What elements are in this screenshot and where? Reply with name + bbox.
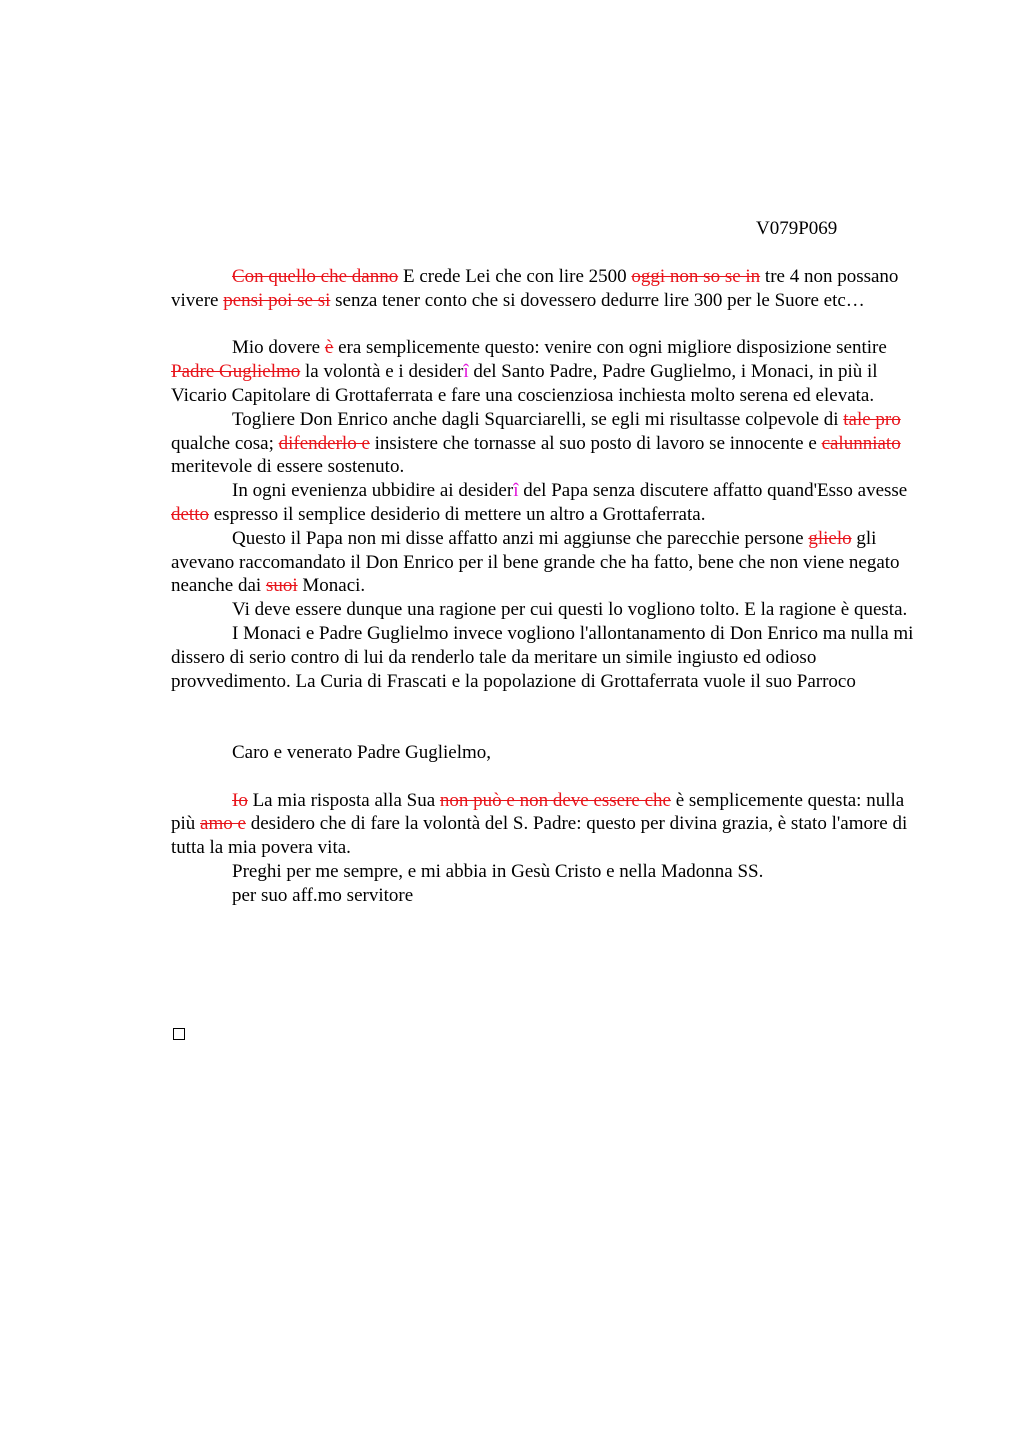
paragraph-6 [171, 598, 931, 622]
text-run: espresso il semplice desiderio di mettere un altro a Grottaferrata. [209, 503, 706, 525]
text-run: meritevole di essere sostenuto. [171, 456, 405, 478]
letter-closing-2 [171, 884, 931, 908]
text-run: la volontà e i desider [300, 361, 464, 383]
paragraph-spacer [171, 313, 931, 337]
paragraph-3 [171, 408, 931, 479]
page-identifier: V079P069 [756, 218, 838, 239]
deleted-text: oggi non so se in [631, 266, 761, 287]
text-run: Mio dovere [232, 337, 325, 359]
paragraph-5 [171, 527, 931, 598]
deleted-text: Io [232, 789, 248, 811]
text-run: gli avevano raccomandato il Don Enrico per il bene grande che ha fatto, bene che non viene negato neanche dai [171, 527, 900, 597]
closing-text: per suo aff.mo servitore [232, 884, 414, 906]
text-run: Togliere Don Enrico anche dagli Squarciarelli, se egli mi risultasse colpevole di [232, 408, 844, 430]
deleted-text: glielo [808, 527, 852, 549]
text-run: del Papa senza discutere affatto quand'Esso avesse [518, 480, 908, 502]
letter-salutation [171, 741, 931, 765]
deleted-text: non può e non deve essere che [439, 789, 671, 811]
section-spacer [171, 693, 931, 741]
deleted-text: Con quello che danno [232, 266, 399, 287]
deleted-text: detto [171, 503, 209, 525]
text-run: E crede Lei che con lire 2500 [398, 266, 632, 287]
inserted-text: î [513, 480, 519, 502]
salutation-text: Caro e venerato Padre Guglielmo, [232, 741, 492, 763]
text-run: Monaci. [297, 575, 366, 597]
paragraph-2 [171, 336, 931, 407]
paragraph-1 [171, 265, 931, 313]
inserted-text: î [463, 361, 469, 383]
text-run: del Santo Padre, Padre Guglielmo, i Monaci, in più il Vicario Capitolare di Grottaferrata e fare una coscienziosa inchiesta molto serena ed elevata. [171, 361, 878, 406]
paragraph-4 [171, 479, 931, 527]
text-run: senza tener conto che si dovessero dedurre lire 300 per le Suore etc… [330, 289, 865, 311]
letter-closing-1 [171, 860, 931, 884]
deleted-text: Padre Guglielmo [171, 361, 301, 383]
square-box-icon [173, 1028, 185, 1040]
deleted-text: difenderlo e [278, 432, 370, 454]
text-run: desidero che di fare la volontà del S. Padre: questo per divina grazia, è stato l'amore di tutta la mia povera vita. [171, 813, 908, 859]
deleted-text: calunniato [821, 432, 901, 454]
text-run: insistere che tornasse al suo posto di lavoro se innocente e [369, 432, 822, 454]
deleted-text: tale pro [843, 408, 901, 430]
text-run: I Monaci e Padre Guglielmo invece vogliono l'allontanamento di Don Enrico ma nulla mi dissero di serio contro di lui da renderlo tale da meritare un simile ingiusto ed odioso provvedimento. La Curia di Frascati e la popolazione di Grottaferrata vuole il suo Parroco [171, 622, 914, 692]
deleted-text: pensi poi se si [223, 289, 331, 311]
deleted-text: suoi [265, 575, 298, 597]
closing-text: Preghi per me sempre, e mi abbia in Gesù Cristo e nella Madonna SS. [232, 860, 764, 882]
text-run: qualche cosa; [171, 432, 279, 454]
deleted-text: amo e [200, 813, 246, 835]
text-run: tre 4 non possano vivere [171, 266, 899, 311]
paragraph-7 [171, 622, 931, 693]
document-body [171, 265, 931, 908]
text-run: In ogni evenienza ubbidire ai desider [232, 480, 514, 502]
letter-paragraph-1 [171, 789, 931, 860]
text-run: Vi deve essere dunque una ragione per cui questi lo vogliono tolto. E la ragione è questa. [232, 599, 908, 621]
text-run: era semplicemente questo: venire con ogni migliore disposizione sentire [333, 337, 887, 359]
deleted-text: è [324, 337, 334, 359]
text-run: è semplicemente questa: nulla più [171, 789, 905, 835]
paragraph-spacer [171, 765, 931, 789]
text-run: Questo il Papa non mi disse affatto anzi mi aggiunse che parecchie persone [232, 527, 809, 549]
text-run: La mia risposta alla Sua [247, 789, 440, 811]
